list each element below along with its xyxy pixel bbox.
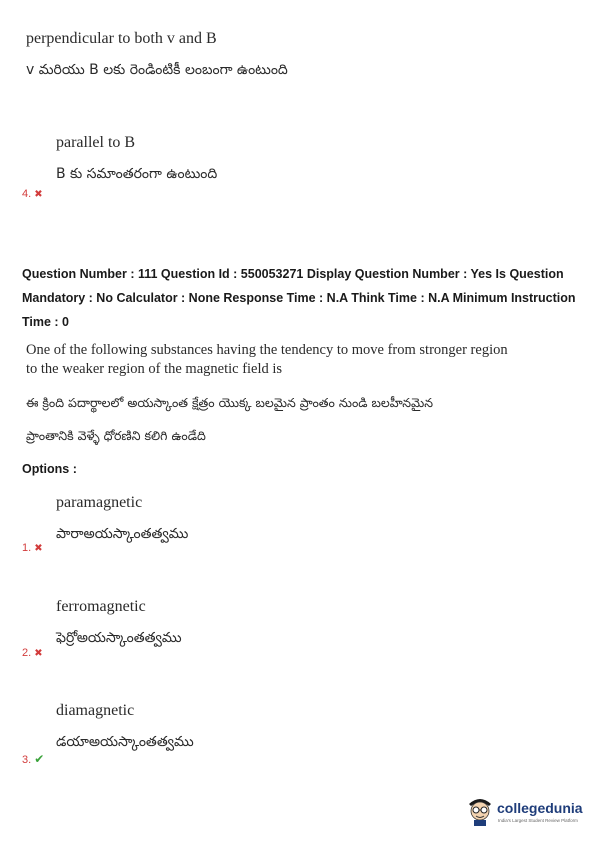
question-text-en-line-2: to the weaker region of the magnetic field is — [26, 361, 283, 377]
option-4-prev-number — [22, 188, 43, 200]
option-1-en: paramagnetic — [56, 494, 143, 511]
option-number: 4. — [22, 188, 32, 200]
option-4-prev-te: B కు సమాంతరంగా ఉంటుంది — [56, 166, 218, 182]
option-3-te: డయాఅయస్కాంతత్వము — [56, 734, 194, 750]
mascot-icon — [465, 794, 495, 826]
option-4-prev-en: parallel to B — [56, 134, 136, 151]
option-2-te: ఫెర్రోఅయస్కాంతత్వము — [56, 630, 182, 646]
question-text-te-line-2: ప్రాంతానికి వెళ్ళే ధోరణిని కలిగి ఉండేది — [26, 428, 206, 443]
wrong-mark-icon: ✖ — [34, 189, 43, 200]
logo-tagline: India's Largest Student Review Platform — [498, 818, 578, 823]
wrong-mark-icon: ✖ — [34, 648, 43, 659]
wrong-mark-icon: ✖ — [34, 543, 43, 554]
option-number: 1. — [22, 542, 32, 554]
logo-wordmark: collegedunia — [497, 800, 583, 816]
question-meta-line-2: Mandatory : No Calculator : None Response Time : N.A Think Time : N.A Minimum Instruction — [22, 291, 576, 305]
option-3-en: diamagnetic — [56, 702, 135, 719]
option-3-prev-te: v మరియు B లకు రెండింటికీ లంబంగా ఉంటుంది — [26, 62, 288, 78]
question-meta-line-3: Time : 0 — [22, 315, 70, 329]
option-1-te: పారాఅయస్కాంతత్వము — [56, 526, 189, 542]
collegedunia-logo — [465, 792, 585, 830]
correct-check-icon: ✔ — [34, 752, 45, 766]
question-text-en-line-1: One of the following substances having the tendency to move from stronger region — [26, 342, 508, 358]
option-1-number — [22, 542, 43, 554]
question-text-te-line-1: ఈ క్రింది పదార్థాలలో అయస్కాంత క్షేత్రం యొక్క బలమైన ప్రాంతం నుండి బలహీనమైన — [26, 395, 434, 410]
options-label: Options : — [22, 462, 77, 476]
option-3-prev-en: perpendicular to both v and B — [26, 30, 217, 47]
option-2-number — [22, 647, 43, 659]
option-number: 3. — [22, 754, 32, 766]
option-2-en: ferromagnetic — [56, 598, 146, 615]
question-meta-line-1: Question Number : 111 Question Id : 550053271 Display Question Number : Yes Is Question — [22, 267, 564, 281]
option-3-number — [22, 752, 44, 766]
option-number: 2. — [22, 647, 32, 659]
